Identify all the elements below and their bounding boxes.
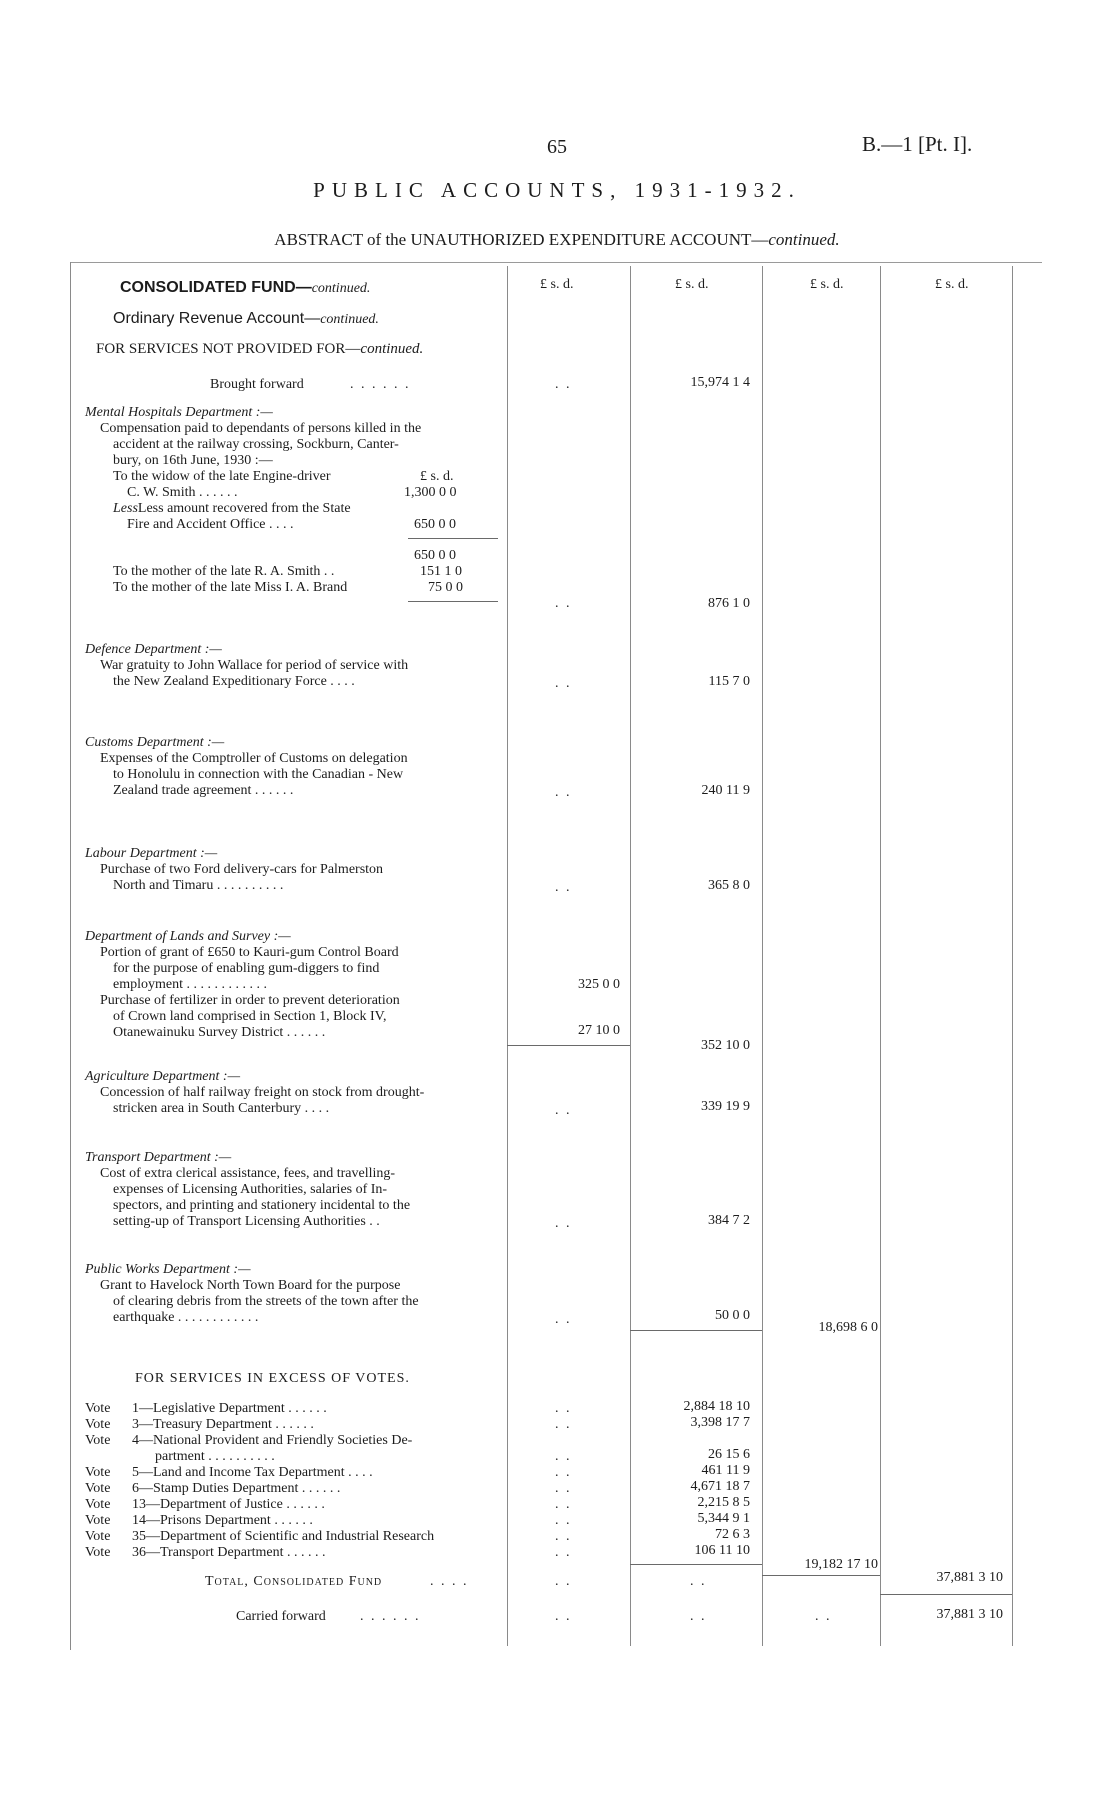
mental-less-word: Less — [113, 501, 138, 516]
col3-currency-header: £ s. d. — [810, 277, 844, 292]
lands-a-line-2: for the purpose of enabling gum-diggers to find — [113, 961, 380, 976]
brought-forward-label: Brought forward — [210, 377, 304, 392]
public-works-line-2: of clearing debris from the streets of the town after the — [113, 1294, 419, 1309]
heading-consolidated-fund — [120, 279, 370, 297]
heading-services-not-provided-continued: continued. — [360, 341, 424, 357]
vote-35-col1: . . — [555, 1529, 572, 1544]
transport-line-3: spectors, and printing and stationery incidental to the — [113, 1198, 411, 1213]
heading-ordinary-revenue-text: Ordinary Revenue Account— — [113, 310, 321, 327]
transport-line-4: setting-up of Transport Licensing Authorities . . — [113, 1214, 380, 1229]
carried-forward-col2: . . — [690, 1609, 707, 1624]
agriculture-line-2: stricken area in South Canterbury . . . . — [113, 1101, 330, 1116]
mental-less-line-2: Fire and Accident Office . . . . — [127, 517, 294, 532]
vote-35-amount: 72 6 3 — [715, 1527, 750, 1542]
vote-5-amount: 461 11 9 — [701, 1463, 750, 1478]
table-top-rule — [70, 262, 1042, 263]
vote-14-prefix: Vote — [85, 1513, 111, 1528]
transport-dept-heading: Transport Department :— — [85, 1150, 232, 1165]
heading-consolidated-fund-text: CONSOLIDATED FUND— — [120, 279, 312, 296]
agriculture-line-1: Concession of half railway freight on stock from drought- — [100, 1085, 425, 1100]
mental-dept-heading: Mental Hospitals Department :— — [85, 405, 273, 420]
mental-widow-line-2: C. W. Smith . . . . . . — [127, 485, 238, 500]
mental-col1: . . — [555, 596, 572, 611]
labour-line-2: North and Timaru . . . . . . . . . . — [113, 878, 284, 893]
subtotal-rule — [762, 1575, 880, 1576]
mental-net-rule — [408, 538, 498, 539]
labour-col1: . . — [555, 880, 572, 895]
transport-total: 384 7 2 — [708, 1213, 750, 1228]
brought-forward-amount: 15,974 1 4 — [690, 375, 750, 390]
vote-13-amount: 2,215 8 5 — [697, 1495, 750, 1510]
customs-total: 240 11 9 — [701, 783, 750, 798]
vote-1-label: 1—Legislative Department . . . . . . — [132, 1401, 327, 1416]
vote-4-label: 4—National Provident and Friendly Societies De- — [132, 1433, 413, 1448]
vote-1-amount: 2,884 18 10 — [683, 1399, 750, 1414]
lands-b-line-1: Purchase of fertilizer in order to prevent deterioration — [100, 993, 400, 1008]
customs-line-2: to Honolulu in connection with the Canadian - New — [113, 767, 404, 782]
column-rule-1 — [507, 266, 508, 1646]
defence-total: 115 7 0 — [708, 674, 750, 689]
mental-widow-line-1: To the widow of the late Engine-driver — [113, 469, 331, 484]
defence-line-2: the New Zealand Expeditionary Force . . . . — [113, 674, 355, 689]
vote-5-prefix: Vote — [85, 1465, 111, 1480]
heading-ordinary-revenue — [113, 310, 379, 328]
agriculture-col1: . . — [555, 1103, 572, 1118]
total-consolidated-label: Total, Consolidated Fund — [205, 1574, 383, 1589]
excess-subtotal: 19,182 17 10 — [804, 1557, 878, 1572]
public-works-line-3: earthquake . . . . . . . . . . . . — [113, 1310, 259, 1325]
vote-14-col1: . . — [555, 1513, 572, 1528]
lands-a-line-3: employment . . . . . . . . . . . . — [113, 977, 267, 992]
vote-4-col1: . . — [555, 1449, 572, 1464]
vote-13-prefix: Vote — [85, 1497, 111, 1512]
vote-5-label: 5—Land and Income Tax Department . . . . — [132, 1465, 373, 1480]
vote-3-col1: . . — [555, 1417, 572, 1432]
vote-3-amount: 3,398 17 7 — [690, 1415, 750, 1430]
heading-services-not-provided — [96, 341, 423, 358]
labour-dept-heading: Labour Department :— — [85, 846, 218, 861]
customs-dept-heading: Customs Department :— — [85, 735, 225, 750]
vote-13-label: 13—Department of Justice . . . . . . — [132, 1497, 325, 1512]
carried-forward-col3: . . — [815, 1609, 832, 1624]
lands-b-amount: 27 10 0 — [578, 1023, 620, 1038]
labour-total: 365 8 0 — [708, 878, 750, 893]
public-works-dept-heading: Public Works Department :— — [85, 1262, 251, 1277]
agriculture-total: 339 19 9 — [701, 1099, 750, 1114]
mental-less-rest: Less amount recovered from the State — [137, 501, 351, 516]
mental-mother1-label: To the mother of the late R. A. Smith . . — [113, 564, 335, 579]
lands-dept-heading: Department of Lands and Survey :— — [85, 929, 291, 944]
page-reference: B.—1 [Pt. I]. — [862, 132, 973, 156]
page-number: 65 — [547, 136, 567, 158]
vote-1-col1: . . — [555, 1401, 572, 1416]
heading-services-not-provided-text: FOR SERVICES NOT PROVIDED FOR— — [96, 341, 361, 357]
col1-currency-header: £ s. d. — [540, 277, 574, 292]
vote-4-amount: 26 15 6 — [708, 1447, 750, 1462]
transport-line-1: Cost of extra clerical assistance, fees, and travelling- — [100, 1166, 396, 1181]
mental-widow-currency-header: £ s. d. — [420, 469, 454, 484]
vote-14-amount: 5,344 9 1 — [697, 1511, 750, 1526]
vote-6-amount: 4,671 18 7 — [690, 1479, 750, 1494]
mental-less-amount: 650 0 0 — [414, 517, 456, 532]
public-works-line-1: Grant to Havelock North Town Board for the purpose — [100, 1278, 401, 1293]
vote-35-prefix: Vote — [85, 1529, 111, 1544]
column-rule-3 — [762, 266, 763, 1646]
page-title: PUBLIC ACCOUNTS, 1931-1932. — [313, 178, 801, 202]
mental-line-3: bury, on 16th June, 1930 :— — [113, 453, 273, 468]
mental-mother1-amount: 151 1 0 — [420, 564, 462, 579]
vote-35-label: 35—Department of Scientific and Industrial Research — [132, 1529, 435, 1544]
vote-4-prefix: Vote — [85, 1433, 111, 1448]
vote-6-col1: . . — [555, 1481, 572, 1496]
carried-forward-col1: . . — [555, 1609, 572, 1624]
subtitle-main: ABSTRACT of the UNAUTHORIZED EXPENDITURE ACCOUNT— — [274, 230, 769, 249]
defence-col1: . . — [555, 676, 572, 691]
heading-consolidated-fund-continued: continued. — [311, 281, 371, 296]
public-works-total: 50 0 0 — [715, 1308, 750, 1323]
column-rule-4 — [880, 266, 881, 1646]
vote-36-label: 36—Transport Department . . . . . . — [132, 1545, 326, 1560]
customs-line-3: Zealand trade agreement . . . . . . — [113, 783, 294, 798]
mental-less-line-1 — [113, 501, 351, 517]
not-provided-subtotal: 18,698 6 0 — [818, 1320, 878, 1335]
mental-line-2: accident at the railway crossing, Sockburn, Canter- — [113, 437, 399, 452]
col4-currency-header: £ s. d. — [935, 277, 969, 292]
total-rule — [880, 1594, 1012, 1595]
total-consolidated-col2: . . — [690, 1574, 707, 1589]
subtitle-continued: continued. — [768, 230, 840, 249]
agriculture-dept-heading: Agriculture Department :— — [85, 1069, 241, 1084]
lands-a-line-1: Portion of grant of £650 to Kauri-gum Control Board — [100, 945, 399, 960]
public-works-rule — [630, 1330, 762, 1331]
mental-mother2-label: To the mother of the late Miss I. A. Brand — [113, 580, 348, 595]
transport-col1: . . — [555, 1216, 572, 1231]
vote-36-col1: . . — [555, 1545, 572, 1560]
col2-currency-header: £ s. d. — [675, 277, 709, 292]
customs-line-1: Expenses of the Comptroller of Customs on delegation — [100, 751, 408, 766]
vote-14-label: 14—Prisons Department . . . . . . — [132, 1513, 313, 1528]
carried-forward-dots: . . . . . . — [360, 1609, 421, 1624]
vote-13-col1: . . — [555, 1497, 572, 1512]
vote-6-prefix: Vote — [85, 1481, 111, 1496]
carried-forward-amount: 37,881 3 10 — [936, 1607, 1003, 1622]
table-left-rule — [70, 262, 71, 1650]
column-rule-5 — [1012, 266, 1013, 1646]
vote-6-label: 6—Stamp Duties Department . . . . . . — [132, 1481, 341, 1496]
carried-forward-label: Carried forward — [236, 1609, 326, 1624]
vote-3-prefix: Vote — [85, 1417, 111, 1432]
lands-total: 352 10 0 — [701, 1038, 750, 1053]
defence-dept-heading: Defence Department :— — [85, 642, 222, 657]
vote-1-prefix: Vote — [85, 1401, 111, 1416]
lands-a-amount: 325 0 0 — [578, 977, 620, 992]
mental-widow-amount: 1,300 0 0 — [404, 485, 457, 500]
lands-b-line-2: of Crown land comprised in Section 1, Block IV, — [113, 1009, 387, 1024]
mental-total-rule — [408, 601, 498, 602]
public-works-col1: . . — [555, 1312, 572, 1327]
total-consolidated-dots: . . . . — [430, 1574, 469, 1589]
defence-line-1: War gratuity to John Wallace for period of service with — [100, 658, 409, 673]
excess-heading: FOR SERVICES IN EXCESS OF VOTES. — [135, 1371, 410, 1386]
vote-3-label: 3—Treasury Department . . . . . . — [132, 1417, 314, 1432]
heading-ordinary-revenue-continued: continued. — [320, 312, 379, 327]
mental-line-1: Compensation paid to dependants of persons killed in the — [100, 421, 422, 436]
page-subtitle — [0, 230, 1114, 250]
vote-4-label-cont: partment . . . . . . . . . . — [155, 1449, 275, 1464]
vote-36-prefix: Vote — [85, 1545, 111, 1560]
mental-net-amount: 650 0 0 — [414, 548, 456, 563]
excess-rule — [630, 1564, 762, 1565]
lands-b-line-3: Otanewainuku Survey District . . . . . . — [113, 1025, 326, 1040]
mental-mother2-amount: 75 0 0 — [428, 580, 463, 595]
vote-5-col1: . . — [555, 1465, 572, 1480]
mental-total: 876 1 0 — [708, 596, 750, 611]
brought-forward-col1: . . — [555, 377, 572, 392]
transport-line-2: expenses of Licensing Authorities, salaries of In- — [113, 1182, 388, 1197]
vote-36-amount: 106 11 10 — [694, 1543, 750, 1558]
lands-rule — [507, 1045, 630, 1046]
labour-line-1: Purchase of two Ford delivery-cars for Palmerston — [100, 862, 384, 877]
total-consolidated-amount: 37,881 3 10 — [936, 1570, 1003, 1585]
column-rule-2 — [630, 266, 631, 1646]
total-consolidated-col1: . . — [555, 1574, 572, 1589]
customs-col1: . . — [555, 785, 572, 800]
brought-forward-dots: . . . . . . — [350, 377, 411, 392]
